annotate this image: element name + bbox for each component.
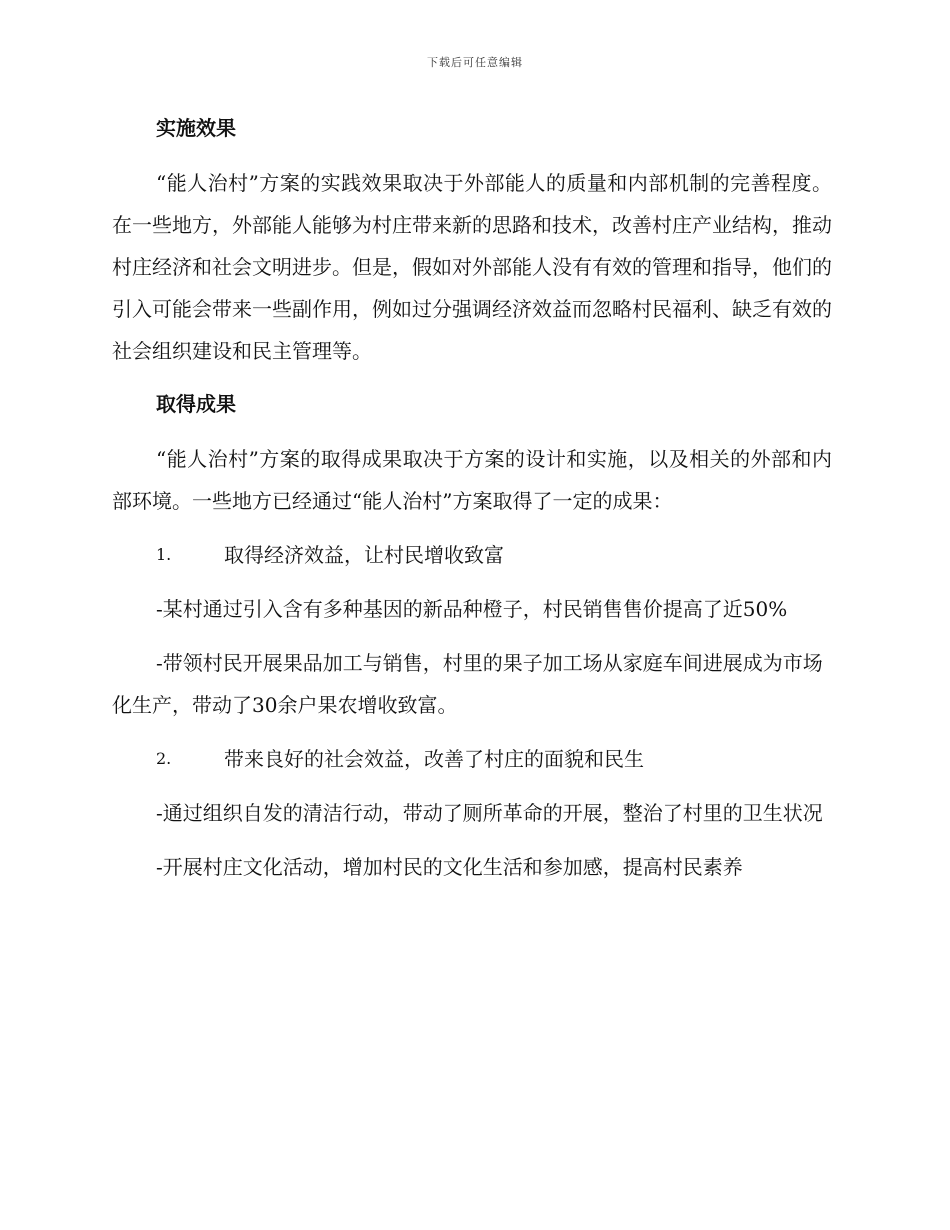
- list-title: 带来良好的社会效益，改善了村庄的面貌和民生: [224, 747, 644, 771]
- document-body: [112, 108, 832, 888]
- section-heading-implementation: 实施效果: [156, 116, 236, 140]
- section-paragraph-results: “能人治村”方案的取得成果取决于方案的设计和实施，以及相关的外部和内部环境。一些地方已经通过“能人治村”方案取得了一定的成果：: [112, 447, 832, 513]
- list-number: 2.: [156, 749, 172, 768]
- list-item-1: [112, 534, 832, 576]
- list-title: 取得经济效益，让村民增收致富: [224, 543, 504, 567]
- list-bullet: -带领村民开展果品加工与销售，村里的果子加工场从家庭车间进展成为市场化生产，带动了30余户果农增收致富。: [112, 651, 823, 717]
- page-header: 下载后可任意编辑: [427, 56, 523, 69]
- list-bullet: -开展村庄文化活动，增加村民的文化生活和参加感，提高村民素养: [156, 855, 743, 879]
- section-paragraph-implementation: “能人治村”方案的实践效果取决于外部能人的质量和内部机制的完善程度。在一些地方，外部能人能够为村庄带来新的思路和技术，改善村庄产业结构，推动村庄经济和社会文明进步。但是，假如对外部能人没有有效的管理和指导，他们的引入可能会带来一些副作用，例如过分强调经济效益而忽略村民福利、缺乏有效的社会组织建设和民主管理等。: [112, 171, 832, 363]
- list-bullet: -通过组织自发的清洁行动，带动了厕所革命的开展，整治了村里的卫生状况: [156, 801, 823, 825]
- list-number: 1.: [156, 545, 172, 564]
- section-heading-results: 取得成果: [156, 392, 236, 416]
- list-item-2: [112, 738, 832, 780]
- list-bullet: -某村通过引入含有多种基因的新品种橙子，村民销售售价提高了近50%: [156, 597, 788, 621]
